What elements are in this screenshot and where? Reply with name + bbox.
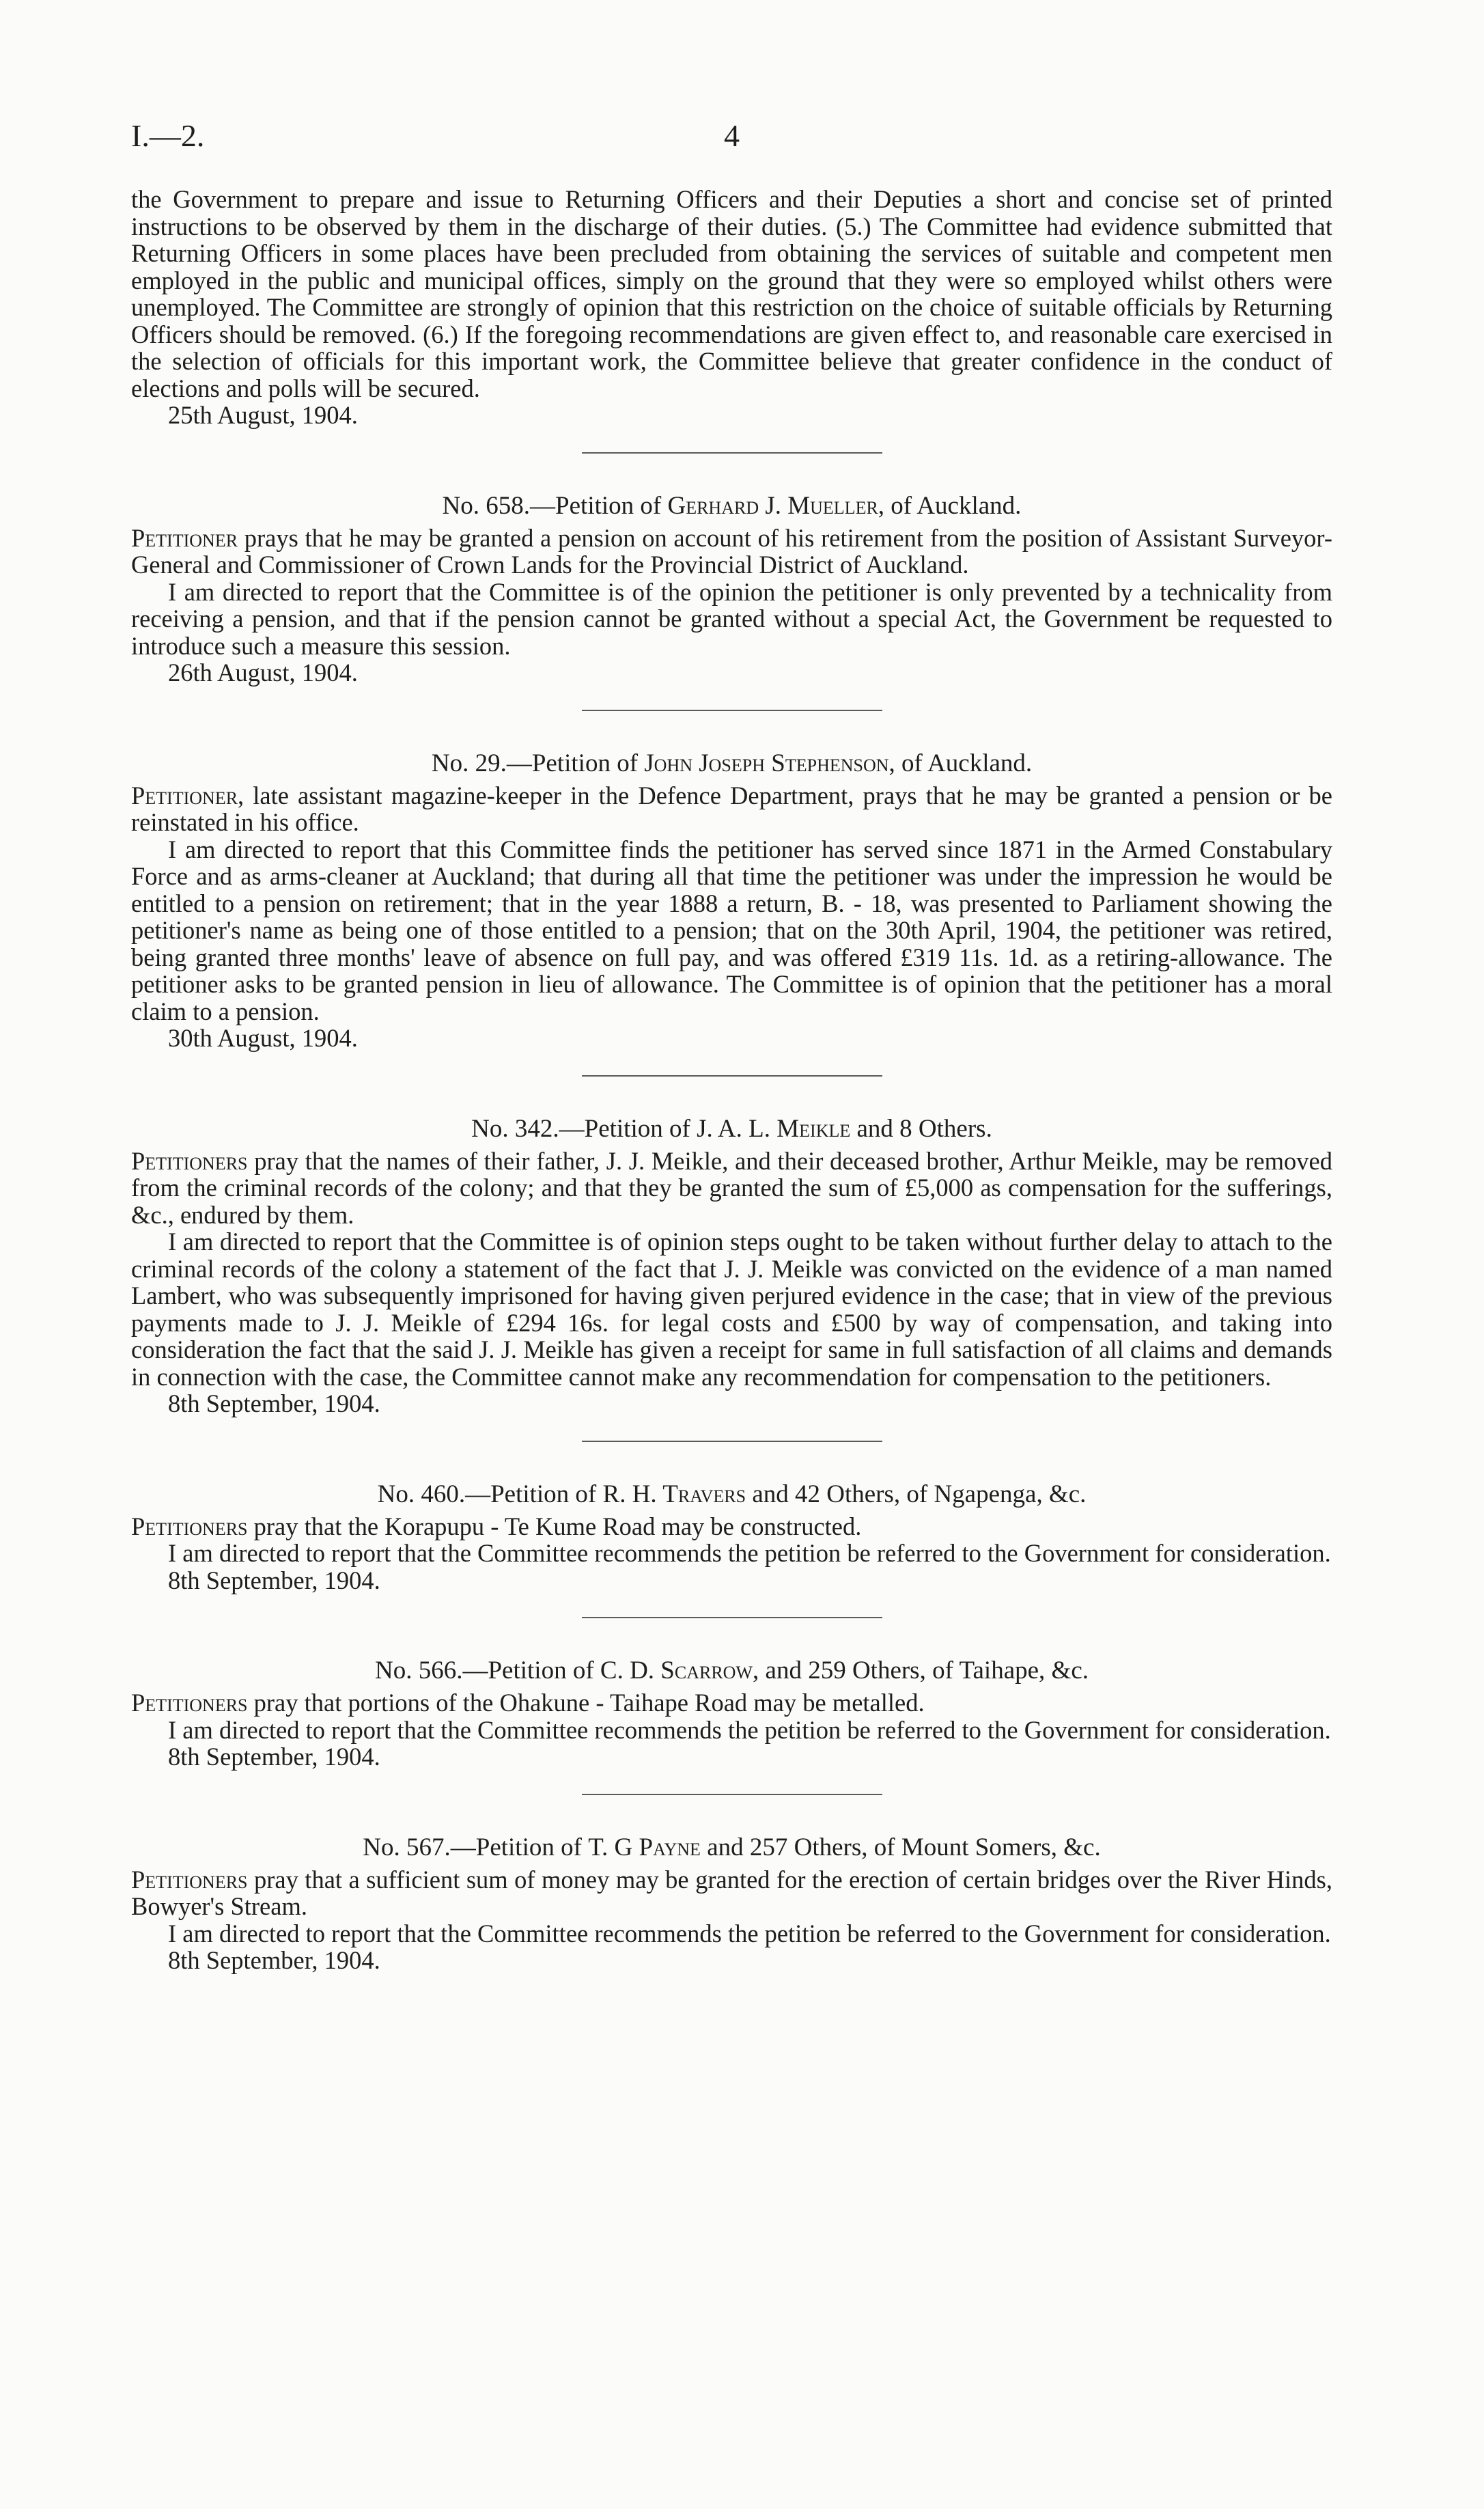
petition-566 [131, 1657, 1332, 1771]
petition-date: 8th September, 1904. [168, 1389, 380, 1417]
petition-date: 8th September, 1904. [168, 1566, 380, 1594]
committee-report: I am directed to report that the Committee recommends the petition be referred to the Government for consideration. [168, 1539, 1331, 1567]
intro-paragraph: the Government to prepare and issue to Returning Officers and their Deputies a short and concise set of printed instructions to be observed by them in the discharge of their duties. (5.) The Committee had evidence submitted that Returning Officers in some places have been precluded from obtaining the services of suitable and competent men employed in the public and municipal offices, simply on the ground that they were so employed whilst others were unemployed. The Committee are strongly of opinion that this restriction on the choice of suitable officials by Returning Officers should be removed. (6.) If the foregoing recommendations are given effect to, and reasonable care exercised in the selection of officials for this important work, the Committee believe that greater confidence in the conduct of elections and polls will be secured. [131, 185, 1332, 402]
petition-heading: No. 460.—Petition of R. H. Travers and 42 Others, of Ngapenga, &c. [377, 1480, 1087, 1508]
petition-342 [131, 1115, 1332, 1417]
petition-prayer: Petitioner prays that he may be granted a pension on account of his retirement from the position of Assistant Surveyor-General and Commissioner of Crown Lands for the Provincial District of Auckland. [131, 523, 1332, 579]
petitioner-name: John Joseph Stephenson [644, 749, 889, 777]
petition-658 [131, 492, 1332, 687]
intro-section [131, 186, 1332, 429]
section-divider [582, 1075, 882, 1077]
petition-460 [131, 1480, 1332, 1594]
petition-heading: No. 567.—Petition of T. G Payne and 257 Others, of Mount Somers, &c. [363, 1833, 1101, 1861]
page-header [131, 117, 1332, 158]
petition-heading: No. 342.—Petition of J. A. L. Meikle and 8 Others. [471, 1114, 992, 1143]
petitioner-name: R. H. Travers [602, 1480, 746, 1508]
section-divider [582, 1617, 882, 1618]
parliamentary-paper-reference: I.—2. [131, 118, 205, 153]
petitioner-name: Gerhard J. Mueller [667, 491, 878, 520]
document-body [131, 186, 1332, 1974]
committee-report: I am directed to report that this Committee finds the petitioner has served since 1871 in the Armed Constabulary Force and as arms-cleaner at Auckland; that during all that time the petitioner was under the impression he would be entitled to a pension on retirement; that in the year 1888 a return, B. - 18, was presented to Parliament showing the petitioner's name as being one of those entitled to a pension; that on the 30th April, 1904, the petitioner was retired, being granted three months' leave of absence on full pay, and was offered £319 11s. 1d. as a retiring-allowance. The petitioner asks to be granted pension in lieu of allowance. The Committee is of opinion that the petitioner has a moral claim to a pension. [131, 835, 1332, 1025]
section-divider [582, 1441, 882, 1442]
petition-heading: No. 29.—Petition of John Joseph Stephenson, of Auckland. [431, 749, 1033, 777]
petition-date: 8th September, 1904. [168, 1743, 380, 1771]
committee-report: I am directed to report that the Committee recommends the petition be referred to the Government for consideration. [168, 1715, 1331, 1744]
petition-prayer: Petitioner, late assistant magazine-keeper in the Defence Department, prays that he may be granted a pension or be reinstated in his office. [131, 781, 1332, 836]
section-divider [582, 1794, 882, 1795]
petition-heading: No. 566.—Petition of C. D. Scarrow, and 259 Others, of Taihape, &c. [374, 1657, 1089, 1685]
petition-prayer: Petitioners pray that the Korapupu - Te Kume Road may be constructed. [131, 1512, 862, 1540]
petitioner-name: J. A. L. Meikle [697, 1114, 851, 1143]
petition-heading: No. 658.—Petition of Gerhard J. Mueller, of Auckland. [442, 491, 1022, 520]
petition-date: 8th September, 1904. [168, 1946, 380, 1974]
petition-567 [131, 1833, 1332, 1974]
petitioner-name: C. D. Scarrow [600, 1657, 753, 1685]
petition-date: 30th August, 1904. [168, 1024, 358, 1052]
committee-report: I am directed to report that the Committee is of opinion steps ought to be taken without further delay to attach to the criminal records of the colony a statement of the fact that J. J. Meikle was convicted on the evidence of a man named Lambert, who was subsequently imprisoned for having given perjured evidence in the case; that in view of the previous payments made to J. J. Meikle of £294 16s. for legal costs and £500 by way of compensation, and taking into consideration the fact that the said J. J. Meikle has given a receipt for same in full satisfaction of all claims and demands in connection with the case, the Committee cannot make any recommendation for compensation to the petitioners. [131, 1228, 1332, 1391]
committee-report: I am directed to report that the Committee recommends the petition be referred to the Government for consideration. [168, 1919, 1331, 1947]
section-divider [582, 452, 882, 454]
page-number: 4 [724, 118, 740, 153]
petition-prayer: Petitioners pray that a sufficient sum of money may be granted for the erection of certain bridges over the River Hinds, Bowyer's Stream. [131, 1865, 1332, 1920]
intro-date: 25th August, 1904. [168, 401, 358, 429]
petition-date: 26th August, 1904. [168, 659, 358, 687]
committee-report: I am directed to report that the Committee is of the opinion the petitioner is only prevented by a technicality from receiving a pension, and that if the pension cannot be granted without a special Act, the Government be requested to introduce such a measure this session. [131, 577, 1332, 660]
section-divider [582, 710, 882, 711]
petition-prayer: Petitioners pray that the names of their father, J. J. Meikle, and their deceased brother, Arthur Meikle, may be removed from the criminal records of the colony; and that they be granted the sum of £5,000 as compensation for the sufferings, &c., endured by them. [131, 1146, 1332, 1229]
petitioner-name: T. G Payne [588, 1833, 701, 1861]
petition-29 [131, 749, 1332, 1052]
petition-prayer: Petitioners pray that portions of the Ohakune - Taihape Road may be metalled. [131, 1689, 925, 1717]
